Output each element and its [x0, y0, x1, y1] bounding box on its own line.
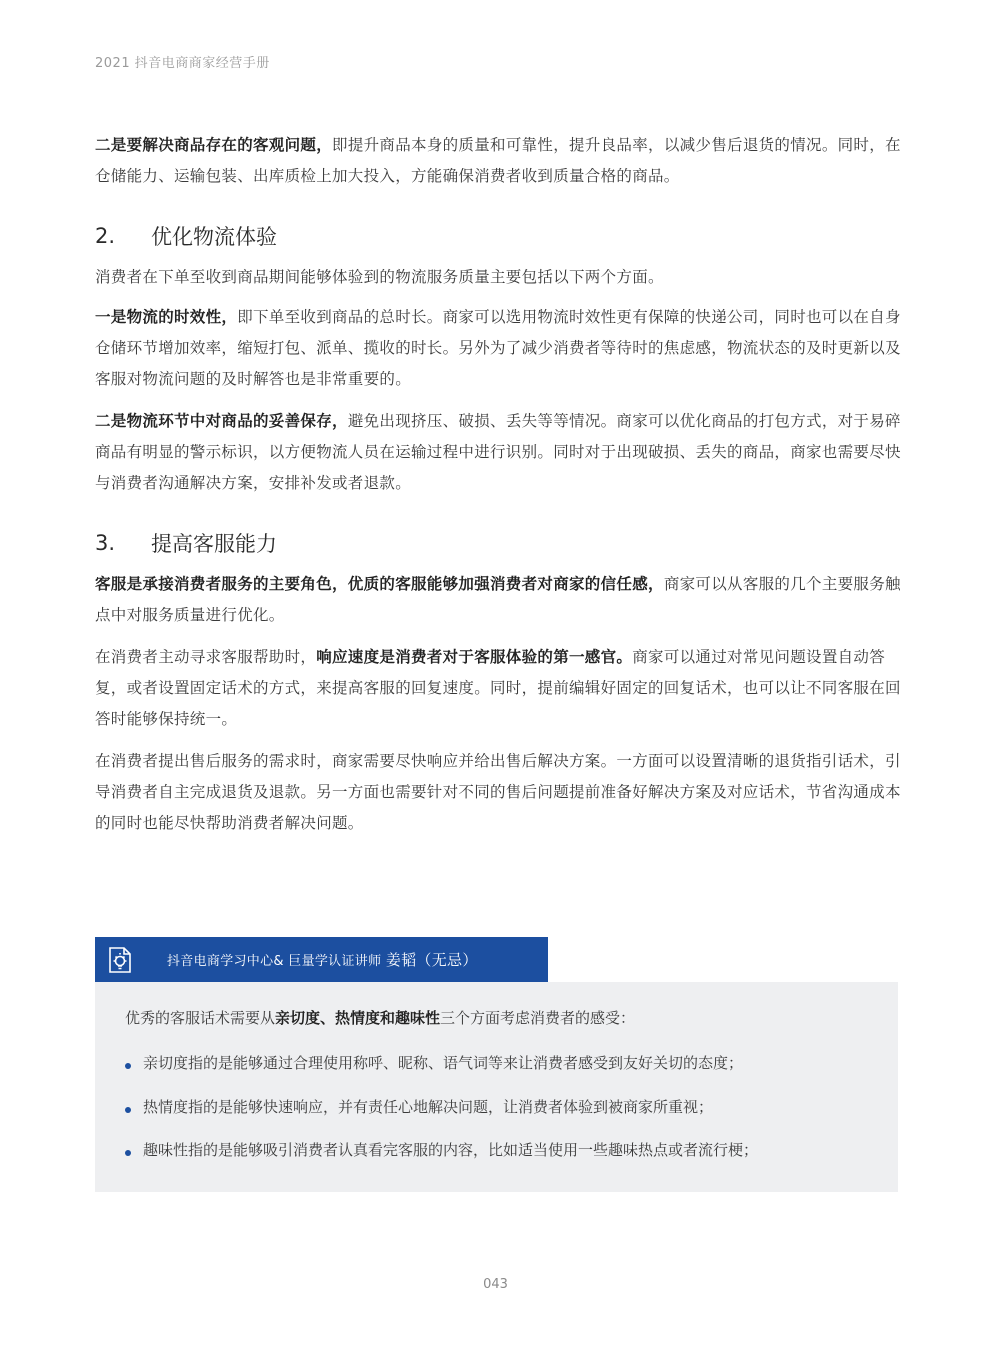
paragraph-timeliness: [95, 302, 910, 395]
paragraph-text: 消费者在下单至收到商品期间能够体验到的物流服务质量主要包括以下两个方面。: [95, 268, 664, 286]
bullet-dot: [125, 1063, 131, 1069]
callout-intro-pre: 优秀的客服话术需要从: [125, 1009, 276, 1027]
paragraph-quality: [95, 130, 910, 192]
paragraph-bold-lead: 二是物流环节中对商品的妥善保存，: [95, 412, 348, 430]
paragraph-bold-lead: 一是物流的时效性，: [95, 308, 238, 326]
list-item: [125, 1096, 713, 1117]
callout-title: [167, 949, 478, 970]
paragraph-bold-lead: 二是要解决商品存在的客观问题，: [95, 136, 333, 154]
paragraph-text: 商家可以通过对常见问题设置自动答复，或者设置固定话术的方式，来提高客服的回复速度。同时，提前编辑好固定的回复话术，也可以让不同客服在回答时能够保持统一。: [95, 648, 901, 728]
paragraph-text: 在消费者提出售后服务的需求时，商家需要尽快响应并给出售后解决方案。一方面可以设置清晰的退货指引话术，引导消费者自主完成退货及退款。另一方面也需要针对不同的售后问题提前准备好解决方案及对应话术，节省沟通成本的同时也能尽快帮助消费者解决问题。: [95, 752, 901, 832]
section-number: 3.: [95, 531, 116, 555]
callout-body: [95, 982, 898, 1192]
paragraph-after-sales: [95, 746, 910, 839]
callout-intro-post: 三个方面考虑消费者的感受：: [440, 1009, 636, 1027]
bullet-text: 热情度指的是能够快速响应，并有责任心地解决问题，让消费者体验到被商家所重视；: [143, 1098, 714, 1116]
bullet-text: 趣味性指的是能够吸引消费者认真看完客服的内容，比如适当使用一些趣味热点或者流行梗；: [143, 1141, 759, 1159]
paragraph-preservation: [95, 406, 910, 499]
bullet-dot: [125, 1107, 131, 1113]
list-item: [125, 1052, 743, 1073]
paragraph-response-speed: [95, 642, 910, 735]
paragraph-bold-mid: 响应速度是消费者对于客服体验的第一感官。: [316, 648, 633, 666]
callout-author-name: 姜韬（无忌）: [385, 951, 478, 969]
main-content: [95, 130, 910, 839]
callout-title-prefix: 抖音电商学习中心& 巨量学认证讲师: [167, 954, 386, 969]
section-heading-customer-service: [95, 523, 910, 563]
page-number: 043: [483, 1277, 508, 1292]
section-number: 2.: [95, 224, 116, 248]
section-heading-logistics: [95, 216, 910, 256]
paragraph-bold-lead: 客服是承接消费者服务的主要角色，优质的客服能够加强消费者对商家的信任感，: [95, 575, 664, 593]
callout-intro: [125, 1007, 635, 1028]
paragraph-text: 即提升商品本身的质量和可靠性，提升良品率，以减少售后退货的情况。同时，在仓储能力、运输包装、出库质检上加大投入，方能确保消费者收到质量合格的商品。: [95, 136, 901, 185]
callout-title-bar: [95, 937, 548, 982]
paragraph-logistics-intro: [95, 262, 910, 293]
lightbulb-document-icon: [95, 937, 145, 982]
section-title: 提高客服能力: [151, 532, 277, 556]
paragraph-text: 即下单至收到商品的总时长。商家可以选用物流时效性更有保障的快递公司，同时也可以在自身仓储环节增加效率，缩短打包、派单、揽收的时长。另外为了减少消费者等待时的焦虑感，物流状态的及时更新以及客服对物流问题的及时解答也是非常重要的。: [95, 308, 901, 388]
section-title: 优化物流体验: [151, 225, 277, 249]
callout-intro-bold: 亲切度、热情度和趣味性: [275, 1009, 441, 1027]
bullet-dot: [125, 1150, 131, 1156]
running-header: 2021 抖音电商商家经营手册: [95, 56, 270, 71]
bullet-text: 亲切度指的是能够通过合理使用称呼、昵称、语气词等来让消费者感受到友好关切的态度；: [143, 1054, 744, 1072]
list-item: [125, 1139, 758, 1160]
paragraph-cs-role: [95, 569, 910, 631]
paragraph-text-pre: 在消费者主动寻求客服帮助时，: [95, 648, 317, 666]
paragraph-text: 商家可以从客服的几个主要服务触点中对服务质量进行优化。: [95, 575, 901, 624]
paragraph-text: 避免出现挤压、破损、丢失等等情况。商家可以优化商品的打包方式，对于易碎商品有明显的警示标识，以方便物流人员在运输过程中进行识别。同时对于出现破损、丢失的商品，商家也需要尽快与消费者沟通解决方案，安排补发或者退款。: [95, 412, 901, 492]
